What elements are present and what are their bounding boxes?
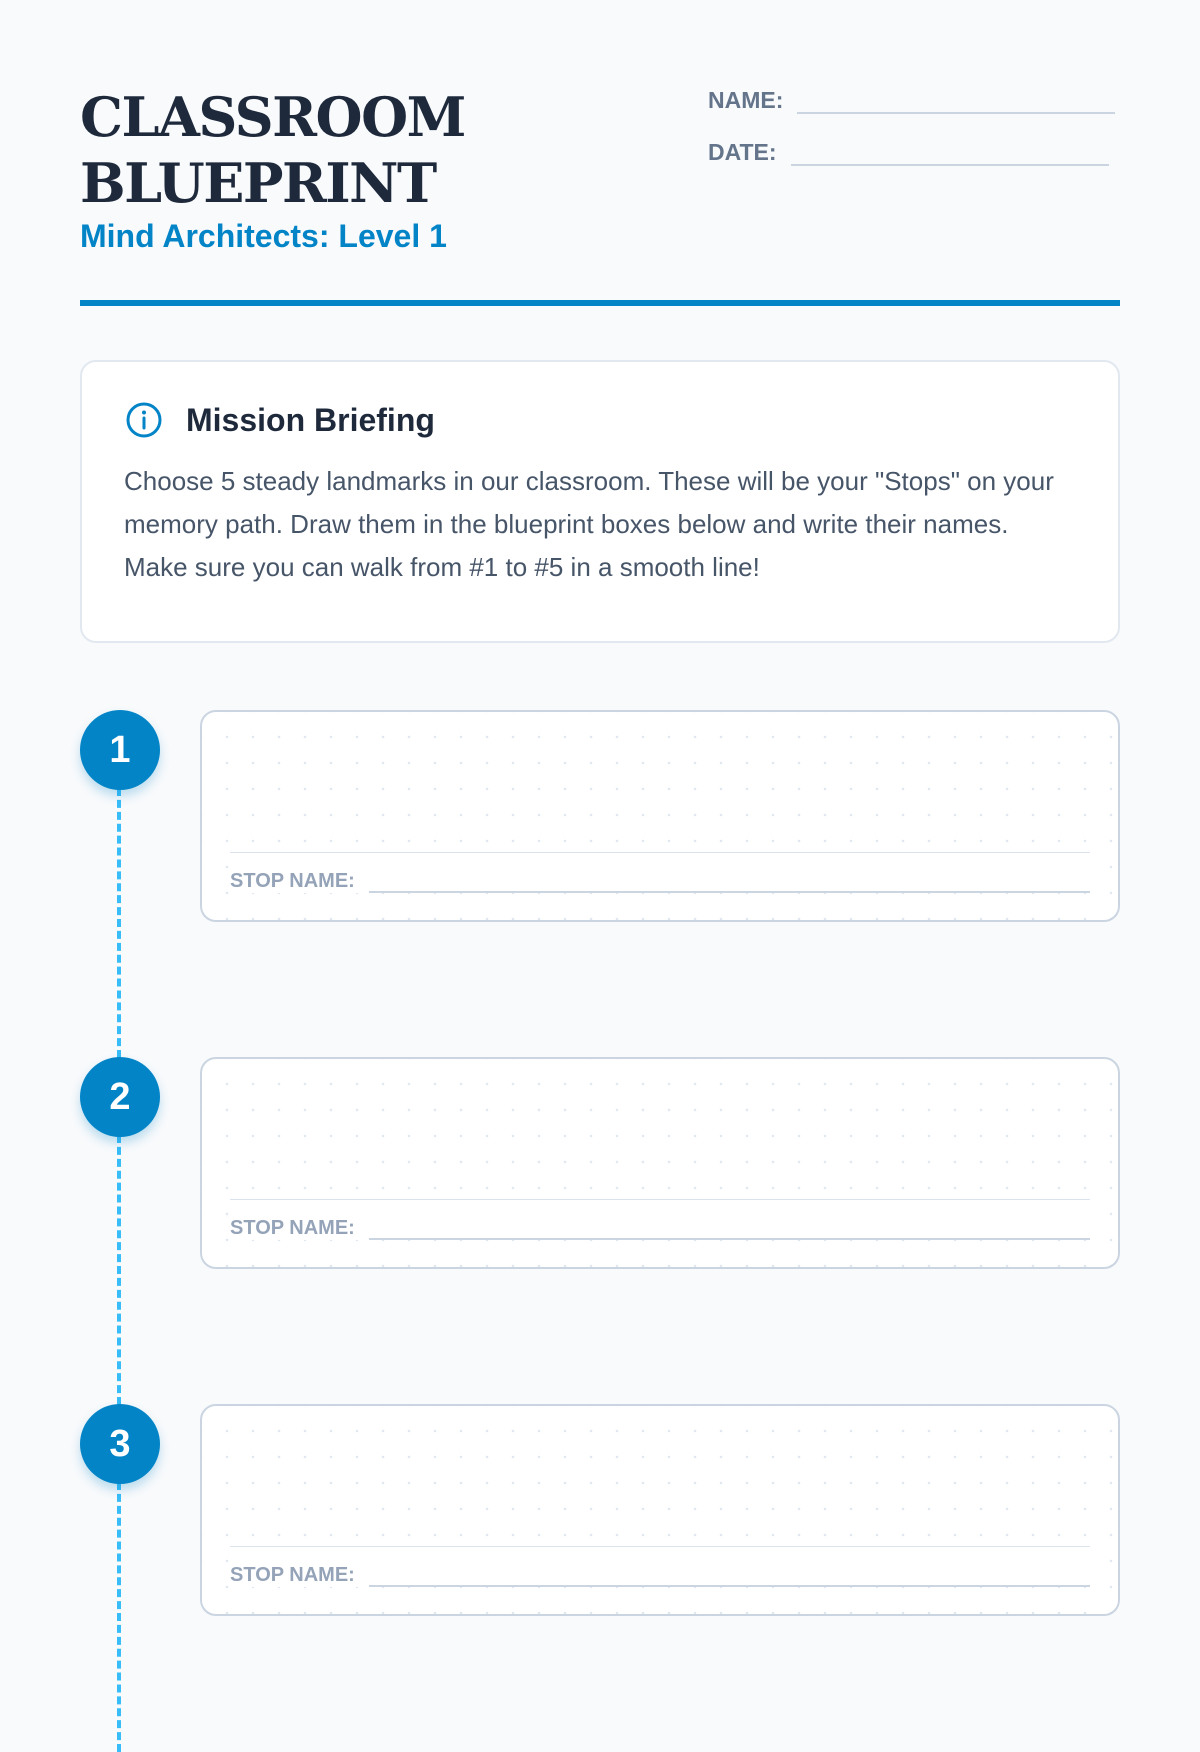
stop-drawing-box[interactable] [200, 1057, 1120, 1269]
stop-name-label: STOP NAME: [230, 870, 355, 892]
stop-path-connector [117, 788, 121, 1058]
stop-number-badge: 2 [80, 1057, 160, 1137]
stop-name-row [230, 1199, 1090, 1240]
worksheet-header [80, 0, 1120, 306]
info-icon [124, 400, 164, 440]
name-label: NAME: [708, 87, 784, 113]
date-label: DATE: [708, 139, 777, 165]
page-title [80, 84, 640, 216]
date-field [708, 138, 1109, 166]
stop-path-connector [117, 1135, 121, 1405]
title-line-2: BLUEPRINT [80, 151, 436, 215]
page-subtitle: Mind Architects: Level 1 [80, 218, 447, 254]
stop-name-input-line[interactable] [369, 1563, 1090, 1587]
stop-number-badge: 3 [80, 1404, 160, 1484]
title-line-1: CLASSROOM [80, 85, 465, 149]
briefing-title: Mission Briefing [186, 401, 435, 438]
stop-name-row [230, 1546, 1090, 1587]
stop-2 [80, 1057, 1120, 1269]
stop-name-input-line[interactable] [369, 1216, 1090, 1240]
date-input-line[interactable] [791, 140, 1109, 166]
stop-name-input-line[interactable] [369, 869, 1090, 893]
stop-1 [80, 710, 1120, 922]
mission-briefing-card [80, 360, 1120, 643]
stop-path-connector [117, 1482, 121, 1752]
stop-number-badge: 1 [80, 710, 160, 790]
stop-3 [80, 1404, 1120, 1616]
stop-drawing-box[interactable] [200, 1404, 1120, 1616]
stop-name-row [230, 852, 1090, 893]
name-field [708, 86, 1115, 114]
briefing-header [124, 400, 1076, 440]
stop-name-label: STOP NAME: [230, 1217, 355, 1239]
name-input-line[interactable] [797, 88, 1115, 114]
stop-name-label: STOP NAME: [230, 1564, 355, 1586]
briefing-text: Choose 5 steady landmarks in our classroom. These will be your "Stops" on your memory path. Draw them in the blueprint boxes below and write their names. Make sure you can walk from #1 to #5 in a smooth line! [124, 466, 1054, 582]
stop-drawing-box[interactable] [200, 710, 1120, 922]
